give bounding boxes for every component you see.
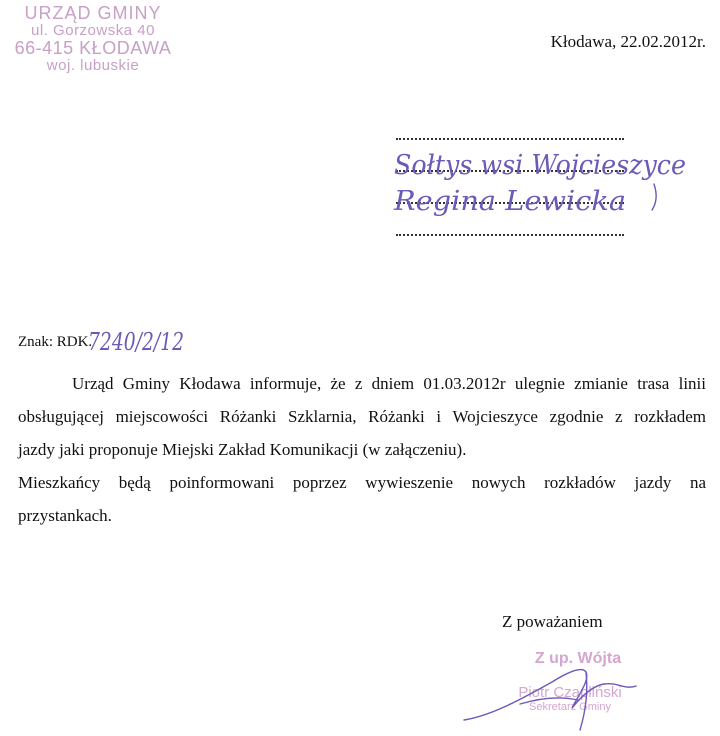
handwritten-signature <box>460 650 650 736</box>
signature-stroke <box>520 698 578 704</box>
stamp-street: ul. Gorzowska 40 <box>31 21 155 39</box>
paragraph-2-line: przystankach. <box>18 506 112 525</box>
stamp-postal-city: 66-415 KŁODAWA <box>14 37 172 58</box>
paragraph-1 <box>18 367 706 466</box>
handwritten-addressee <box>386 140 706 230</box>
signature-stamp-name: Piotr Czapliński <box>518 684 622 701</box>
handwritten-reference-number <box>84 318 194 362</box>
signature-stamp-title: Sekretarz Gminy <box>529 701 611 713</box>
paragraph-2-line: Mieszkańcy będą poinformowani poprzez wywieszenie nowych rozkładów jazdy na <box>18 473 706 492</box>
signature-stamp-authority: Z up. Wójta <box>534 650 622 667</box>
handwritten-addressee-line2: Regina Lewicka <box>392 186 626 217</box>
pen-stroke <box>652 184 656 210</box>
signature-stroke <box>464 670 636 720</box>
reference-label: Znak: RDK. <box>18 334 93 350</box>
paragraph-1-line: Urząd Gminy Kłodawa informuje, że z dniem 01.03.2012r ulegnie zmianie trasa linii <box>72 374 706 393</box>
letter-date: Kłodawa, 22.02.2012r. <box>550 32 706 51</box>
closing-regards: Z poważaniem <box>502 612 603 631</box>
paragraph-1-line: obsługującej miejscowości Różanki Szklarnia, Różanki i Wojcieszyce zgodnie z rozkładem <box>18 407 706 426</box>
handwritten-addressee-line1: Sołtys wsi Wojcieszyce <box>394 150 686 181</box>
letter-body <box>18 367 706 532</box>
stamp-province: woj. lubuskie <box>46 56 140 74</box>
stamp-office-name: URZĄD GMINY <box>24 3 162 23</box>
office-stamp <box>8 4 178 73</box>
address-dotted-line <box>396 234 624 236</box>
paragraph-2 <box>18 466 706 532</box>
paragraph-1-line: jazdy jaki proponuje Miejski Zakład Komunikacji (w załączeniu). <box>18 440 467 459</box>
handwritten-reference-text: 7240/2/12 <box>88 328 184 356</box>
